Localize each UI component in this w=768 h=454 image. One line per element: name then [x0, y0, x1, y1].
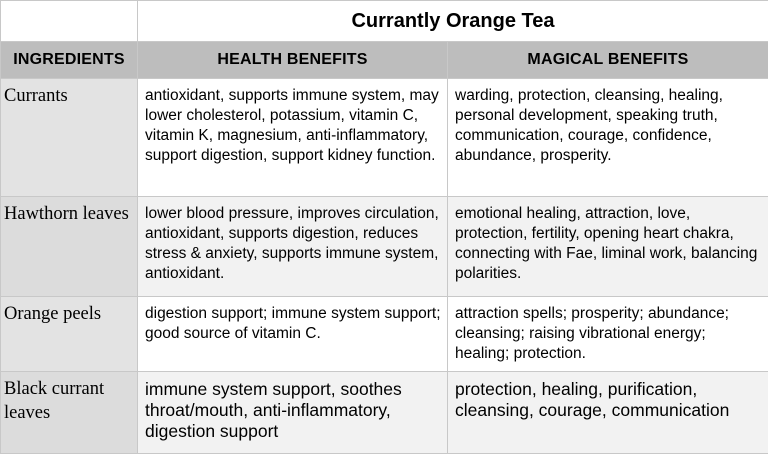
- table-title: Currantly Orange Tea: [138, 1, 768, 42]
- ingredient-cell: Black currant leaves: [1, 372, 138, 454]
- magical-benefits-cell: protection, healing, purification, cleansing, courage, communication: [448, 372, 768, 454]
- health-benefits-cell: immune system support, soothes throat/mouth, anti-inflammatory, digestion support: [138, 372, 448, 454]
- ingredient-cell: Orange peels: [1, 297, 138, 372]
- header-ingredients: INGREDIENTS: [1, 42, 138, 79]
- health-benefits-cell: antioxidant, supports immune system, may lower cholesterol, potassium, vitamin C, vitamin K, magnesium, anti-inflammatory, support digestion, support kidney function.: [138, 79, 448, 197]
- title-row: [1, 1, 768, 42]
- table-row: [1, 297, 768, 372]
- health-benefits-cell: lower blood pressure, improves circulation, antioxidant, supports digestion, reduces stress & anxiety, supports immune system, antioxidant.: [138, 197, 448, 297]
- magical-benefits-cell: emotional healing, attraction, love, protection, fertility, opening heart chakra, connecting with Fae, liminal work, balancing polarities.: [448, 197, 768, 297]
- table-row: [1, 372, 768, 454]
- magical-benefits-cell: warding, protection, cleansing, healing, personal development, speaking truth, communication, courage, confidence, abundance, prosperity.: [448, 79, 768, 197]
- magical-benefits-cell: attraction spells; prosperity; abundance; cleansing; raising vibrational energy; healing; protection.: [448, 297, 768, 372]
- header-magical-benefits: MAGICAL BENEFITS: [448, 42, 768, 79]
- table-row: [1, 197, 768, 297]
- header-row: [1, 42, 768, 79]
- table-row: [1, 79, 768, 197]
- ingredient-cell: Hawthorn leaves: [1, 197, 138, 297]
- health-benefits-cell: digestion support; immune system support; good source of vitamin C.: [138, 297, 448, 372]
- header-health-benefits: HEALTH BENEFITS: [138, 42, 448, 79]
- ingredient-cell: Currants: [1, 79, 138, 197]
- title-blank-cell: [1, 1, 138, 42]
